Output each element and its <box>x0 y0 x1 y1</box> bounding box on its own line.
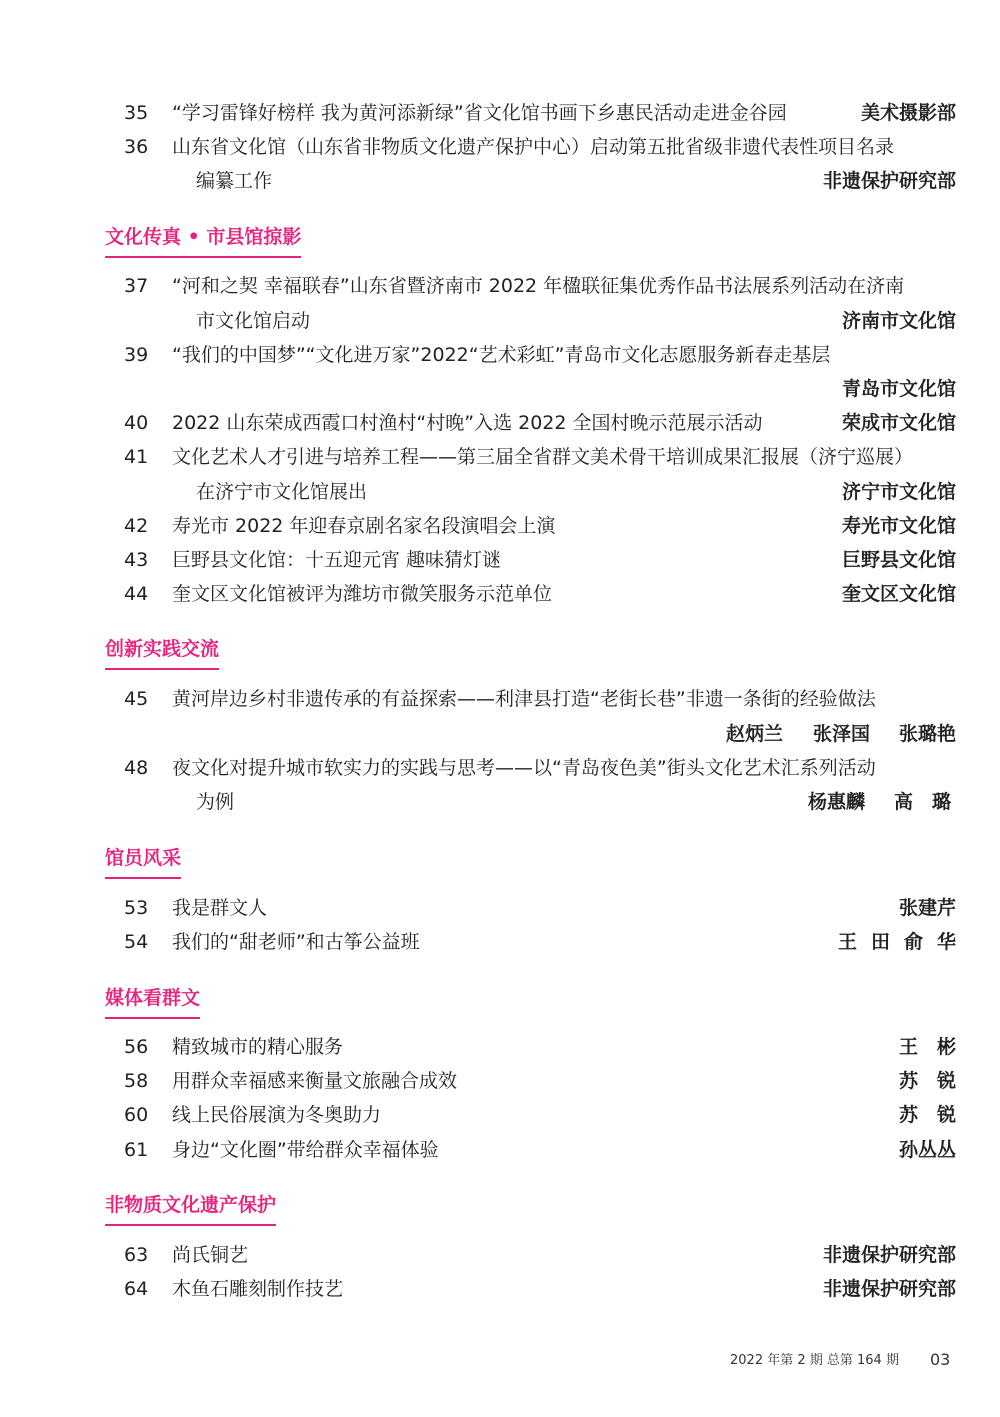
entry-title: 木鱼石雕刻制作技艺 <box>172 1278 344 1300</box>
entry-title: 2022 山东荣成西霞口村渔村“村晚”入选 2022 全国村晚示范展示活动 <box>172 412 763 434</box>
entry-author: 巨野县文化馆 <box>841 549 956 571</box>
toc-entry[interactable] <box>0 1098 1000 1132</box>
page-number: 35 <box>124 102 149 124</box>
entry-title: 线上民俗展演为冬奥助力 <box>172 1104 382 1126</box>
entry-author: 济南市文化馆 <box>841 310 956 332</box>
page-number: 53 <box>124 897 149 919</box>
entry-title: 精致城市的精心服务 <box>172 1036 344 1058</box>
toc-entry[interactable] <box>0 509 1000 543</box>
entry-title: 身边“文化圈”带给群众幸福体验 <box>172 1139 439 1161</box>
section-heading: 媒体看群文 <box>105 983 200 1019</box>
entry-author: 荣成市文化馆 <box>841 412 956 434</box>
toc-entry-continuation <box>0 717 1000 751</box>
entry-author: 青岛市文化馆 <box>841 378 956 400</box>
entry-title: “河和之契 幸福联春”山东省暨济南市 2022 年楹联征集优秀作品书法展系列活动在济南 <box>172 275 905 297</box>
toc-entry-continuation <box>0 475 1000 509</box>
entry-title: “学习雷锋好榜样 我为黄河添新绿”省文化馆书画下乡惠民活动走进金谷园 <box>172 102 787 124</box>
toc-entry[interactable] <box>0 543 1000 577</box>
section-heading: 馆员风采 <box>105 843 181 879</box>
entry-author: 非遗保护研究部 <box>822 1244 956 1266</box>
entry-author: 张建芹 <box>898 897 956 919</box>
entry-title-continued: 为例 <box>196 791 235 813</box>
page-number: 43 <box>124 549 149 571</box>
entry-author: 美术摄影部 <box>860 102 956 124</box>
entry-title: 我们的“甜老师”和古筝公益班 <box>172 931 420 953</box>
entry-author: 张璐艳 <box>899 723 957 745</box>
entry-title: 山东省文化馆（山东省非物质文化遗产保护中心）启动第五批省级非遗代表性项目名录 <box>172 136 895 158</box>
entry-author: 非遗保护研究部 <box>822 1278 956 1300</box>
page-number: 42 <box>124 515 149 537</box>
entry-title: 我是群文人 <box>172 897 268 919</box>
toc-entry[interactable] <box>0 440 1000 474</box>
toc-entry[interactable] <box>0 891 1000 925</box>
entry-title: 用群众幸福感来衡量文旅融合成效 <box>172 1070 458 1092</box>
entry-author: 王田俞华 <box>837 931 970 953</box>
entry-author: 张泽国 <box>813 723 871 745</box>
entry-title-continued: 编纂工作 <box>196 170 273 192</box>
page-number: 58 <box>124 1070 149 1092</box>
entry-title: 夜文化对提升城市软实力的实践与思考——以“青岛夜色美”街头文化艺术汇系列活动 <box>172 757 876 779</box>
toc-entry-continuation <box>0 304 1000 338</box>
toc-entry[interactable] <box>0 338 1000 372</box>
entry-title: 文化艺术人才引进与培养工程——第三届全省群文美术骨干培训成果汇报展（济宁巡展） <box>172 446 914 468</box>
entry-title: 寿光市 2022 年迎春京剧名家名段演唱会上演 <box>172 515 556 537</box>
page-number: 37 <box>124 275 149 297</box>
page-number: 63 <box>124 1244 149 1266</box>
page-number: 36 <box>124 136 149 158</box>
toc-entry[interactable] <box>0 1030 1000 1064</box>
section-heading: 文化传真 • 市县馆掠影 <box>105 222 301 258</box>
toc-entry[interactable] <box>0 96 1000 130</box>
entry-title: 黄河岸边乡村非遗传承的有益探索——利津县打造“老街长巷”非遗一条街的经验做法 <box>172 688 876 710</box>
toc-entry[interactable] <box>0 130 1000 164</box>
toc-entry[interactable] <box>0 682 1000 716</box>
entry-author: 王 彬 <box>898 1036 956 1058</box>
page-number: 54 <box>124 931 149 953</box>
toc-entry[interactable] <box>0 1238 1000 1272</box>
toc-entry-continuation <box>0 785 1000 819</box>
section-heading: 创新实践交流 <box>105 634 219 670</box>
toc-entry[interactable] <box>0 269 1000 303</box>
entry-title: 尚氏铜艺 <box>172 1244 249 1266</box>
folio-page-number: 03 <box>930 1350 951 1369</box>
entry-title-continued: 市文化馆启动 <box>196 310 311 332</box>
page-number: 60 <box>124 1104 149 1126</box>
entry-author: 寿光市文化馆 <box>841 515 956 537</box>
entry-title: 巨野县文化馆：十五迎元宵 趣味猜灯谜 <box>172 549 502 571</box>
page-number: 61 <box>124 1139 149 1161</box>
page-number: 44 <box>124 583 149 605</box>
entry-author: 赵炳兰 <box>726 723 784 745</box>
entry-author: 济宁市文化馆 <box>841 481 956 503</box>
section-heading: 非物质文化遗产保护 <box>105 1190 276 1226</box>
toc-entry-continuation <box>0 372 1000 406</box>
page-number: 41 <box>124 446 149 468</box>
toc-entry[interactable] <box>0 577 1000 611</box>
page-number: 48 <box>124 757 149 779</box>
toc-entry[interactable] <box>0 1272 1000 1306</box>
page-number: 56 <box>124 1036 149 1058</box>
page-number: 45 <box>124 688 149 710</box>
entry-author: 苏 锐 <box>898 1070 956 1092</box>
toc-entry[interactable] <box>0 1133 1000 1167</box>
entry-author: 奎文区文化馆 <box>841 583 956 605</box>
entry-author: 高 璐 <box>894 791 952 813</box>
toc-entry[interactable] <box>0 751 1000 785</box>
entry-author: 孙丛丛 <box>898 1139 956 1161</box>
entry-author: 杨惠麟 <box>808 791 866 813</box>
entry-title: “我们的中国梦”“文化进万家”2022“艺术彩虹”青岛市文化志愿服务新春走基层 <box>172 344 831 366</box>
entry-author: 苏 锐 <box>898 1104 956 1126</box>
page-number: 40 <box>124 412 149 434</box>
entry-title: 奎文区文化馆被评为潍坊市微笑服务示范单位 <box>172 583 553 605</box>
toc-entry[interactable] <box>0 406 1000 440</box>
toc-entry-continuation <box>0 164 1000 198</box>
issue-info: 2022 年第 2 期 总第 164 期 <box>730 1353 899 1368</box>
entry-author: 非遗保护研究部 <box>822 170 956 192</box>
page-number: 39 <box>124 344 149 366</box>
toc-entry[interactable] <box>0 925 1000 959</box>
toc-entry[interactable] <box>0 1064 1000 1098</box>
page-number: 64 <box>124 1278 149 1300</box>
entry-title-continued: 在济宁市文化馆展出 <box>196 481 368 503</box>
